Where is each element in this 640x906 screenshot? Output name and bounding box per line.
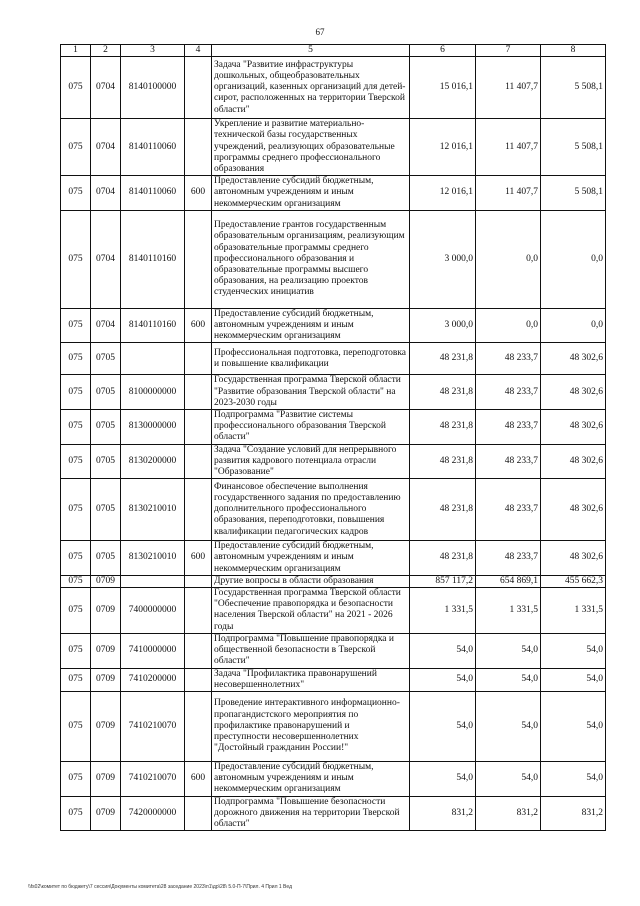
cell-description: Подпрограмма "Повышение безопасности дорожного движения на территории Тверской области" [212,796,410,831]
cell-amount-col6: 48 231,8 [410,410,476,445]
cell-description: Предоставление субсидий бюджетным, автономным учреждениям и иным некоммерческим организациям [212,308,410,343]
header-row [61,45,606,57]
cell-description: Задача "Профилактика правонарушений несовершеннолетних" [212,668,410,691]
cell-amount-col8: 5 508,1 [541,119,606,176]
cell-amount-col7: 0,0 [476,210,541,308]
cell-section: 0709 [91,691,121,761]
cell-amount-col7: 48 233,7 [476,343,541,375]
cell-amount-col7: 54,0 [476,691,541,761]
cell-amount-col8: 48 302,6 [541,444,606,479]
table-row [61,375,606,410]
cell-amount-col8: 54,0 [541,761,606,796]
cell-admin-code: 075 [61,761,91,796]
cell-target-article: 8130210010 [121,541,185,576]
table-row [61,119,606,176]
cell-target-article: 7410000000 [121,633,185,668]
cell-admin-code: 075 [61,668,91,691]
cell-description: Предоставление субсидий бюджетным, автономным учреждениям и иным некоммерческим организациям [212,761,410,796]
cell-description: Финансовое обеспечение выполнения государственного задания по предоставлению дополнительного профессионального образования, переподготовки, повышения квалификации педагогических кадров [212,479,410,541]
cell-amount-col6: 54,0 [410,761,476,796]
cell-expense-type [185,210,212,308]
cell-amount-col8: 48 302,6 [541,410,606,445]
cell-amount-col8: 54,0 [541,633,606,668]
cell-section: 0709 [91,761,121,796]
cell-expense-type: 600 [185,761,212,796]
cell-section: 0705 [91,410,121,445]
cell-section: 0709 [91,588,121,634]
cell-target-article: 8140110060 [121,119,185,176]
cell-target-article: 7400000000 [121,588,185,634]
cell-amount-col7: 54,0 [476,761,541,796]
cell-expense-type: 600 [185,541,212,576]
table-row [61,633,606,668]
cell-amount-col7: 11 407,7 [476,176,541,211]
cell-target-article: 8130000000 [121,410,185,445]
table-row [61,588,606,634]
cell-amount-col8: 0,0 [541,210,606,308]
cell-section: 0705 [91,479,121,541]
cell-target-article: 8130200000 [121,444,185,479]
cell-amount-col7: 1 331,5 [476,588,541,634]
cell-expense-type: 600 [185,176,212,211]
table-row [61,343,606,375]
table-row [61,444,606,479]
cell-target-article: 7410200000 [121,668,185,691]
cell-section: 0705 [91,541,121,576]
cell-amount-col6: 831,2 [410,796,476,831]
cell-description: Задача "Создание условий для непрерывного развития кадрового потенциала отрасли "Образование" [212,444,410,479]
cell-amount-col8: 48 302,6 [541,541,606,576]
cell-target-article: 8100000000 [121,375,185,410]
header-cell: 6 [410,45,476,57]
cell-expense-type [185,343,212,375]
cell-amount-col7: 48 233,7 [476,444,541,479]
cell-amount-col7: 48 233,7 [476,375,541,410]
cell-amount-col8: 1 331,5 [541,588,606,634]
table-row [61,796,606,831]
cell-admin-code: 075 [61,57,91,119]
cell-amount-col8: 455 662,3 [541,575,606,587]
cell-admin-code: 075 [61,444,91,479]
cell-amount-col6: 857 117,2 [410,575,476,587]
cell-section: 0705 [91,343,121,375]
cell-description: Подпрограмма "Повышение правопорядка и общественной безопасности в Тверской области" [212,633,410,668]
cell-section: 0709 [91,575,121,587]
cell-amount-col6: 48 231,8 [410,444,476,479]
cell-target-article: 8130210010 [121,479,185,541]
cell-expense-type [185,410,212,445]
cell-target-article: 8140100000 [121,57,185,119]
page-number: 67 [315,27,325,37]
table-row [61,176,606,211]
cell-amount-col6: 15 016,1 [410,57,476,119]
cell-amount-col8: 54,0 [541,691,606,761]
cell-section: 0709 [91,633,121,668]
table-row [61,691,606,761]
cell-section: 0704 [91,57,121,119]
cell-amount-col7: 831,2 [476,796,541,831]
header-cell: 5 [212,45,410,57]
cell-amount-col7: 48 233,7 [476,410,541,445]
cell-description: Другие вопросы в области образования [212,575,410,587]
cell-amount-col6: 48 231,8 [410,343,476,375]
header-cell: 2 [91,45,121,57]
cell-amount-col6: 1 331,5 [410,588,476,634]
cell-expense-type [185,691,212,761]
cell-description: Укрепление и развитие материально-технической базы государственных учреждений, реализующих образовательные программы среднего профессионального образования [212,119,410,176]
cell-amount-col7: 11 407,7 [476,57,541,119]
table-row [61,668,606,691]
table-row [61,210,606,308]
cell-admin-code: 075 [61,308,91,343]
cell-section: 0704 [91,176,121,211]
cell-amount-col8: 0,0 [541,308,606,343]
cell-amount-col6: 54,0 [410,691,476,761]
cell-description: Государственная программа Тверской области "Обеспечение правопорядка и безопасности населения Тверской области" на 2021 - 2026 годы [212,588,410,634]
header-cell: 1 [61,45,91,57]
cell-section: 0709 [91,668,121,691]
cell-amount-col7: 11 407,7 [476,119,541,176]
cell-expense-type [185,444,212,479]
cell-target-article: 7420000000 [121,796,185,831]
budget-table [60,44,606,831]
cell-admin-code: 075 [61,633,91,668]
cell-description: Предоставление субсидий бюджетным, автономным учреждениям и иным некоммерческим организациям [212,176,410,211]
cell-admin-code: 075 [61,541,91,576]
header-cell: 8 [541,45,606,57]
cell-expense-type [185,575,212,587]
cell-section: 0704 [91,119,121,176]
cell-expense-type [185,796,212,831]
cell-amount-col7: 0,0 [476,308,541,343]
cell-section: 0704 [91,210,121,308]
cell-target-article: 7410210070 [121,691,185,761]
cell-target-article [121,575,185,587]
cell-expense-type [185,375,212,410]
cell-amount-col6: 3 000,0 [410,308,476,343]
cell-amount-col6: 3 000,0 [410,210,476,308]
table-row [61,57,606,119]
cell-admin-code: 075 [61,176,91,211]
cell-expense-type [185,57,212,119]
table-row [61,308,606,343]
cell-admin-code: 075 [61,210,91,308]
cell-admin-code: 075 [61,588,91,634]
cell-expense-type [185,633,212,668]
cell-description: Профессиональная подготовка, переподготовка и повышение квалификации [212,343,410,375]
header-cell: 3 [121,45,185,57]
cell-admin-code: 075 [61,343,91,375]
cell-description: Предоставление субсидий бюджетным, автономным учреждениям и иным некоммерческим организациям [212,541,410,576]
cell-amount-col6: 48 231,8 [410,375,476,410]
table-row [61,410,606,445]
cell-amount-col6: 48 231,8 [410,479,476,541]
cell-amount-col7: 48 233,7 [476,479,541,541]
cell-section: 0705 [91,375,121,410]
cell-target-article [121,343,185,375]
cell-expense-type [185,119,212,176]
cell-expense-type: 600 [185,308,212,343]
cell-admin-code: 075 [61,410,91,445]
cell-amount-col6: 12 016,1 [410,176,476,211]
cell-admin-code: 075 [61,119,91,176]
cell-amount-col6: 54,0 [410,668,476,691]
cell-amount-col8: 48 302,6 [541,479,606,541]
table-row [61,761,606,796]
cell-amount-col7: 48 233,7 [476,541,541,576]
footer-file-path: \\fs02\комитет по бюджету\7 сессия\Документы комитета\28 заседание 2023\п1\др\28\ 5.0-П-7\Прил. 4 Прил 1 Вед [28,884,292,890]
cell-target-article: 8140110060 [121,176,185,211]
cell-target-article: 8140110160 [121,308,185,343]
cell-admin-code: 075 [61,691,91,761]
cell-admin-code: 075 [61,479,91,541]
cell-amount-col6: 12 016,1 [410,119,476,176]
cell-amount-col7: 54,0 [476,633,541,668]
table-row [61,575,606,587]
cell-amount-col7: 654 869,1 [476,575,541,587]
cell-description: Проведение интерактивного информационно-пропагандистского мероприятия по профилактике правонарушений и преступности несовершеннолетних "Достойный гражданин России!" [212,691,410,761]
header-cell: 4 [185,45,212,57]
cell-admin-code: 075 [61,796,91,831]
cell-description: Государственная программа Тверской области "Развитие образования Тверской области" на 2023-2030 годы [212,375,410,410]
cell-admin-code: 075 [61,575,91,587]
cell-amount-col8: 48 302,6 [541,375,606,410]
table-row [61,479,606,541]
cell-admin-code: 075 [61,375,91,410]
cell-section: 0704 [91,308,121,343]
cell-amount-col8: 5 508,1 [541,176,606,211]
cell-expense-type [185,588,212,634]
cell-amount-col6: 48 231,8 [410,541,476,576]
cell-expense-type [185,668,212,691]
cell-description: Подпрограмма "Развитие системы профессионального образования Тверской области" [212,410,410,445]
cell-amount-col7: 54,0 [476,668,541,691]
cell-description: Задача "Развитие инфраструктуры дошкольных, общеобразовательных организаций, казенных организаций для детей-сирот, расположенных на территории Тверской области" [212,57,410,119]
cell-description: Предоставление грантов государственным образовательным организациям, реализующим образовательные программы среднего профессионального образования и образовательные программы высшего образования, на реализацию проектов студенческих инициатив [212,210,410,308]
cell-expense-type [185,479,212,541]
cell-target-article: 7410210070 [121,761,185,796]
cell-section: 0709 [91,796,121,831]
cell-amount-col8: 831,2 [541,796,606,831]
cell-section: 0705 [91,444,121,479]
cell-amount-col8: 54,0 [541,668,606,691]
header-cell: 7 [476,45,541,57]
table-row [61,541,606,576]
cell-amount-col8: 5 508,1 [541,57,606,119]
cell-amount-col6: 54,0 [410,633,476,668]
cell-target-article: 8140110160 [121,210,185,308]
cell-amount-col8: 48 302,6 [541,343,606,375]
